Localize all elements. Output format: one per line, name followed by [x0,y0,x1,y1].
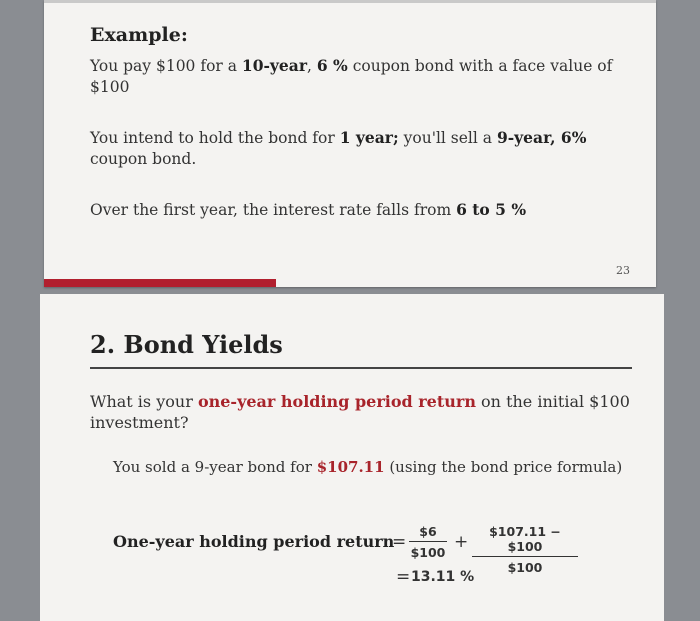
bold-span: 1 year; [339,128,399,147]
example-paragraph-2 [90,127,630,170]
plus-sign: + [454,532,469,552]
page-number: 23 [616,264,630,277]
bold-span: 6 % [316,56,348,75]
fraction-numerator: $107.11 −$100 [489,524,561,554]
text-span: on the initial $100 investment? [90,392,630,432]
bold-span: 9-year, 6% [496,128,587,147]
capital-gain-fraction [472,524,578,575]
question-paragraph [90,391,635,433]
highlight-span: $107.11 [316,458,385,476]
coupon-fraction [409,524,447,560]
sold-paragraph [113,458,628,477]
result-value: 13.11 % [411,569,475,585]
bold-span: 6 to 5 % [456,200,527,219]
fraction-denominator: $100 [410,545,446,561]
slide-title: 2. Bond Yields [90,330,283,359]
title-underline [90,367,632,369]
text-span: , [307,57,317,75]
text-span: (using the bond price formula) [384,458,623,476]
text-span: you'll sell a [398,129,497,147]
equals-sign: = [392,532,407,552]
formula-label: One-year holding period return [113,532,395,551]
text-span: What is your [90,392,198,411]
text-span: Over the first year, the interest rate falls from [90,201,457,219]
text-span: You intend to hold the bond for [90,129,340,147]
fraction-denominator: $100 [507,560,543,576]
text-span: coupon bond with a face value of $100 [90,57,613,96]
bold-span: 10-year [241,56,308,75]
text-span: You sold a 9-year bond for [113,458,317,476]
slide-bond-yields [40,294,664,621]
highlight-span: one-year holding period return [197,392,476,411]
equals-sign: = [396,567,411,587]
text-span: coupon bond. [90,150,197,168]
example-paragraph-1 [90,55,630,98]
example-paragraph-3 [90,199,630,221]
slide-top-rule [44,0,656,3]
text-span: You pay $100 for a [90,57,242,75]
fraction-numerator: $6 [419,524,437,539]
accent-bar [44,279,276,287]
example-heading: Example: [90,24,188,46]
slide-example [44,0,656,287]
